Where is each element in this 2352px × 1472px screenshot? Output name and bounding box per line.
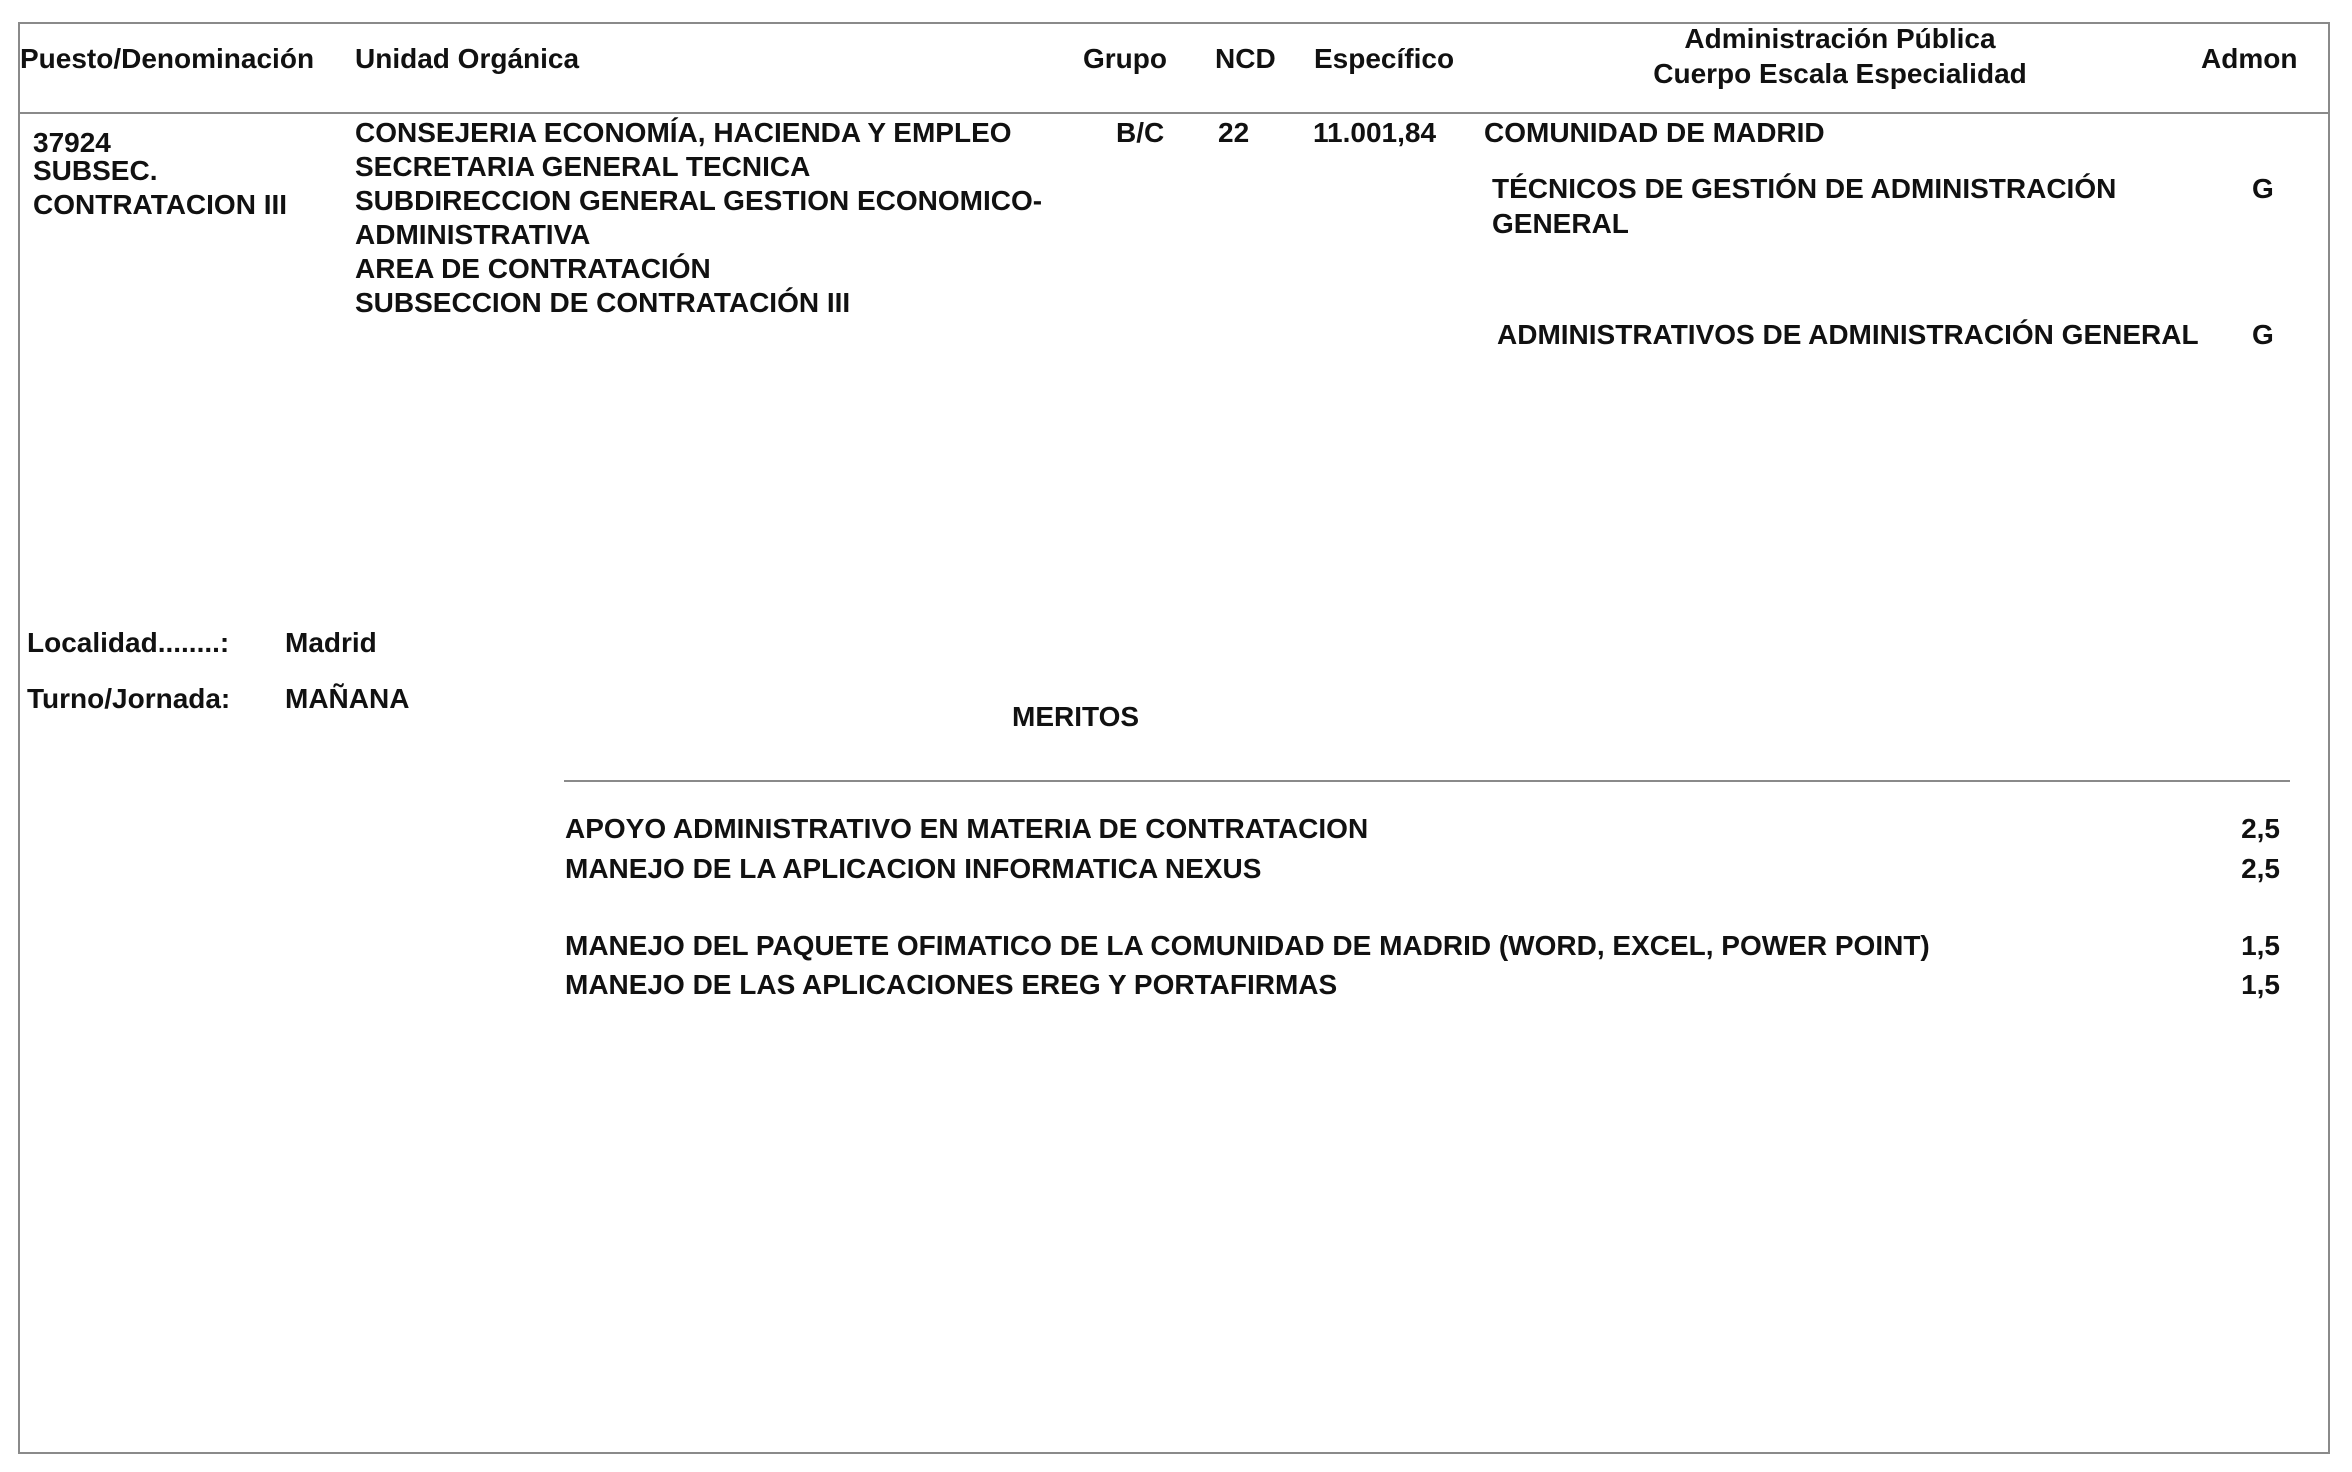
- meritos-divider: [564, 780, 2290, 782]
- puesto-code: 37924: [33, 127, 111, 158]
- merito-points: 1,5: [2241, 969, 2280, 1000]
- unidad-line: ADMINISTRATIVA: [355, 219, 591, 250]
- unidad-line: SECRETARIA GENERAL TECNICA: [355, 151, 811, 182]
- cuerpo-line1: ADMINISTRATIVOS DE ADMINISTRACIÓN GENERAL: [1497, 319, 2199, 350]
- merito-points: 1,5: [2241, 930, 2280, 961]
- turno-label: Turno/Jornada:: [27, 683, 231, 714]
- header-especifico: Específico: [1314, 43, 1455, 74]
- header-admon: Admon: [2201, 43, 2298, 74]
- cuerpo-line2: GENERAL: [1492, 208, 1629, 239]
- merito-text: MANEJO DE LA APLICACION INFORMATICA NEXUS: [565, 853, 1262, 884]
- turno-value: MAÑANA: [285, 683, 410, 714]
- cuerpo-admon: G: [2252, 319, 2274, 350]
- especifico-value: 11.001,84: [1313, 117, 1437, 148]
- header-divider: [18, 112, 2330, 114]
- header-admin-line2: Cuerpo Escala Especialidad: [1653, 58, 2027, 89]
- unidad-line: CONSEJERIA ECONOMÍA, HACIENDA Y EMPLEO: [355, 117, 1012, 148]
- puesto-name-line1: SUBSEC.: [33, 155, 158, 186]
- header-puesto: Puesto/Denominación: [20, 43, 315, 74]
- localidad-label: Localidad........:: [27, 627, 230, 658]
- localidad-value: Madrid: [285, 627, 377, 658]
- administracion-value: COMUNIDAD DE MADRID: [1484, 117, 1825, 148]
- grupo-value: B/C: [1116, 117, 1165, 148]
- header-grupo: Grupo: [1083, 43, 1167, 74]
- merito-text: MANEJO DE LAS APLICACIONES EREG Y PORTAFIRMAS: [565, 969, 1338, 1000]
- header-ncd: NCD: [1215, 43, 1276, 74]
- merito-text: MANEJO DEL PAQUETE OFIMATICO DE LA COMUNIDAD DE MADRID (WORD, EXCEL, POWER POINT): [565, 930, 1930, 961]
- merito-points: 2,5: [2241, 853, 2280, 884]
- unidad-line: SUBDIRECCION GENERAL GESTION ECONOMICO-: [355, 185, 1043, 216]
- cuerpo-line1: TÉCNICOS DE GESTIÓN DE ADMINISTRACIÓN: [1492, 173, 2117, 204]
- unidad-line: AREA DE CONTRATACIÓN: [355, 253, 711, 284]
- puesto-name-line2: CONTRATACION III: [33, 189, 288, 220]
- unidad-line: SUBSECCION DE CONTRATACIÓN III: [355, 287, 851, 318]
- meritos-title: MERITOS: [1012, 701, 1140, 732]
- cuerpo-admon: G: [2252, 173, 2274, 204]
- merito-text: APOYO ADMINISTRATIVO EN MATERIA DE CONTRATACION: [565, 813, 1369, 844]
- header-admin-line1: Administración Pública: [1684, 23, 1996, 54]
- header-unidad: Unidad Orgánica: [355, 43, 580, 74]
- ncd-value: 22: [1218, 117, 1250, 148]
- merito-points: 2,5: [2241, 813, 2280, 844]
